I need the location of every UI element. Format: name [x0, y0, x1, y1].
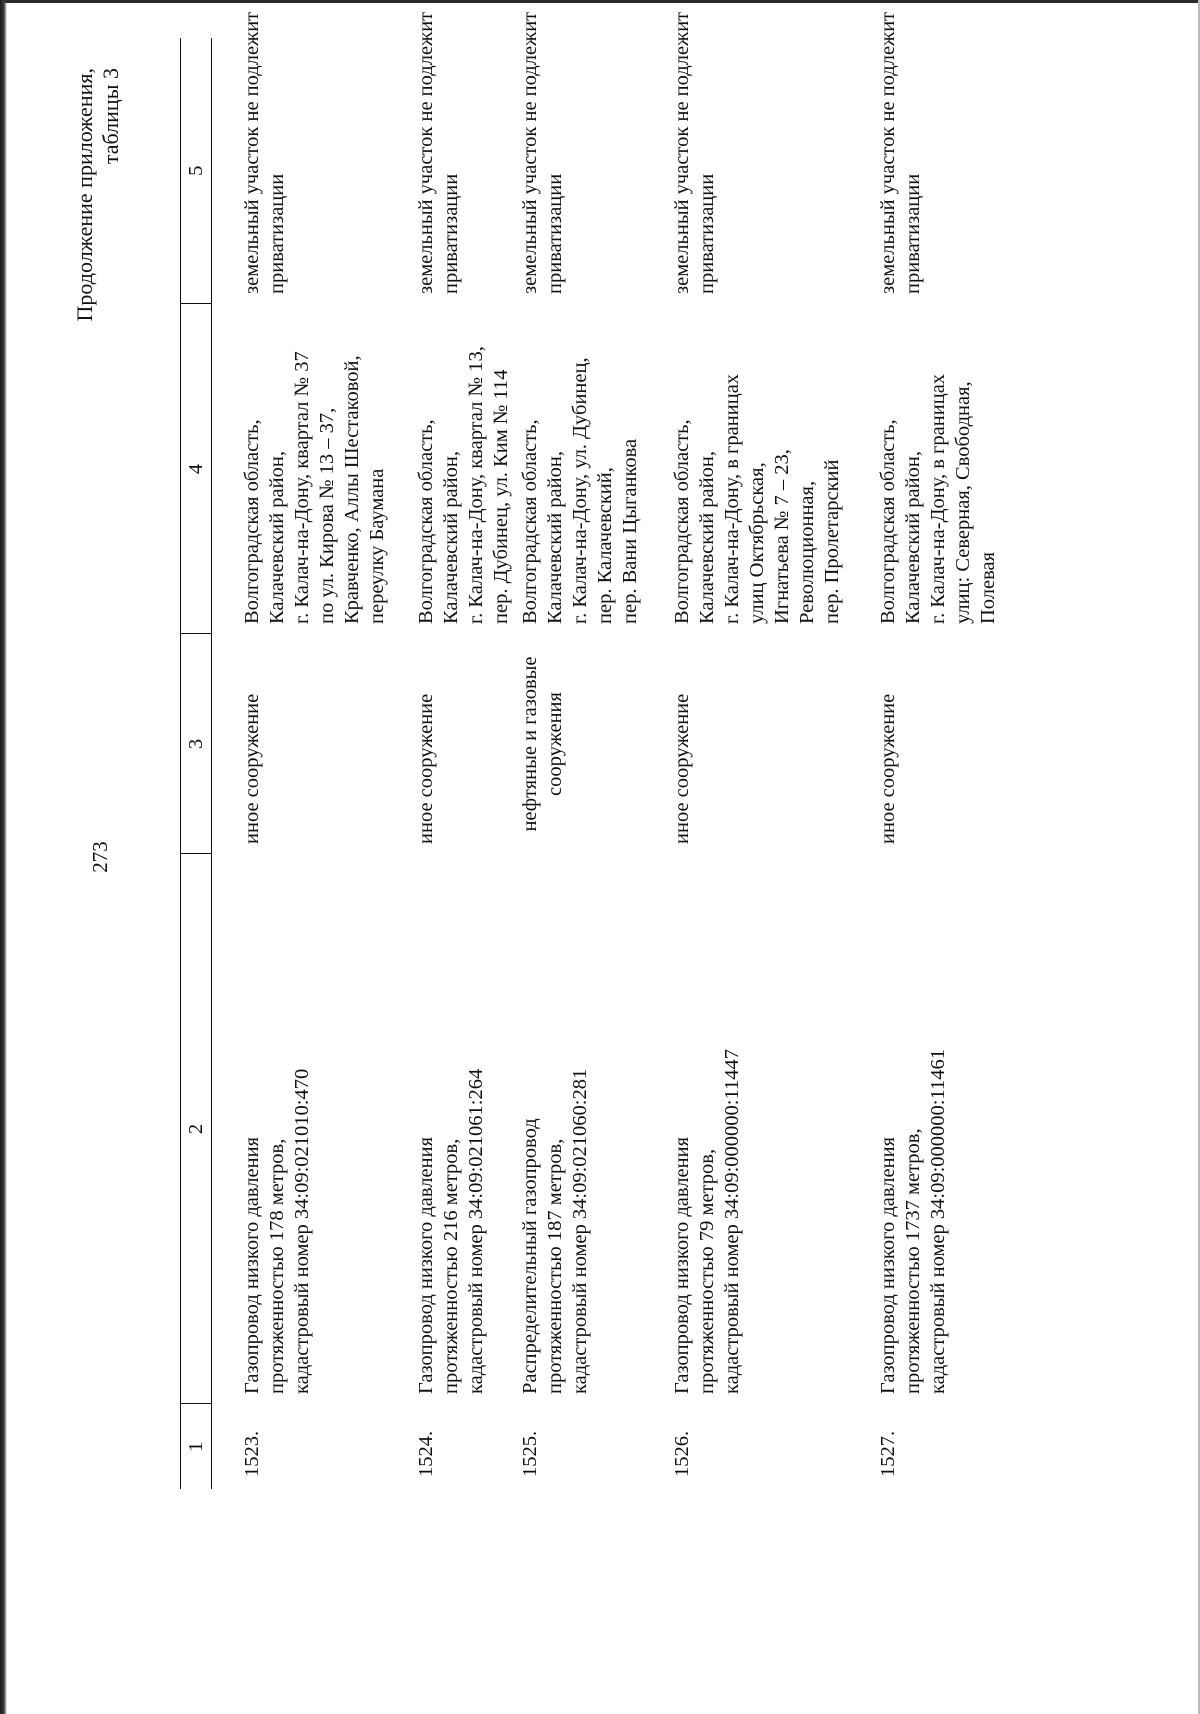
object-address-line: г. Калач-на-Дону, в границах	[927, 373, 949, 624]
table-header-row	[181, 38, 212, 1489]
object-address	[390, 304, 516, 634]
object-type-line: иное сооружение	[415, 693, 437, 844]
object-name-line: Газопровод низкого давления	[241, 1136, 263, 1394]
object-address-line: улиц Октябрьская,	[746, 462, 768, 624]
caption-line-1: Продолжение приложения,	[72, 68, 97, 322]
object-address-line: Революционная,	[796, 480, 818, 624]
object-type-line: нефтяные и газовые	[519, 656, 541, 832]
object-name-line: Газопровод низкого давления	[877, 1136, 899, 1394]
table-row	[212, 38, 391, 1489]
row-number: 1523.	[241, 1430, 263, 1477]
object-address-line: Калачевский район,	[902, 451, 924, 624]
caption-line-2: таблицы 3	[98, 68, 123, 165]
row-number: 1524.	[415, 1430, 437, 1477]
object-name-line: протяженностью 1737 метров,	[902, 1128, 924, 1394]
object-address	[668, 304, 874, 634]
object-type	[874, 634, 1001, 854]
object-name-line: Газопровод низкого давления	[671, 1136, 693, 1394]
object-address-line: Кравченко, Аллы Шестаковой,	[341, 355, 363, 624]
object-name-line: кадастровый номер 34:09:021060:281	[569, 1068, 591, 1394]
object-address-line: Игнатьева № 7 – 23,	[771, 449, 793, 624]
object-address-line: Калачевский район,	[696, 451, 718, 624]
object-address	[212, 304, 391, 634]
object-note-line: приватизации	[266, 173, 288, 294]
object-note	[212, 11, 391, 304]
object-type	[212, 634, 391, 854]
object-address-line: пер. Вани Цыганкова	[619, 438, 641, 624]
column-header-3: 3	[181, 634, 212, 854]
row-number: 1526.	[671, 1430, 693, 1477]
object-note-line: земельный участок не подлежит	[241, 11, 263, 294]
object-address-line: пер. Дубинец, ул. Ким № 114	[490, 369, 512, 624]
table-row	[390, 38, 516, 1489]
object-type	[390, 634, 516, 854]
column-header-1: 1	[181, 1404, 212, 1489]
row-number: 1527.	[877, 1430, 899, 1477]
object-address-line: г. Калач-на-Дону, в границах	[721, 373, 743, 624]
object-address-line: Волгоградская область,	[519, 419, 541, 624]
object-address-line: переулку Баумана	[366, 468, 388, 624]
object-type-line: иное сооружение	[877, 693, 899, 844]
object-note	[874, 11, 1001, 304]
object-address-line: пер. Калачевский,	[594, 467, 616, 624]
object-address-line: г. Калач-на-Дону, ул. Дубинец,	[569, 357, 591, 624]
object-address-line: пер. Пролетарский	[821, 459, 843, 624]
object-note-line: земельный участок не подлежит	[671, 11, 693, 294]
object-note-line: земельный участок не подлежит	[877, 11, 899, 294]
object-address-line: Волгоградская область,	[671, 419, 693, 624]
property-table	[180, 11, 1001, 1489]
object-address-line: Калачевский район,	[266, 451, 288, 624]
object-address-line: по ул. Кирова № 13 – 37,	[316, 407, 338, 624]
row-number: 1525.	[519, 1430, 541, 1477]
object-address-line: Калачевский район,	[544, 451, 566, 624]
object-address-line: улиц: Северная, Свободная,	[952, 381, 974, 624]
object-address-line: Волгоградская область,	[415, 419, 437, 624]
object-name-line: Газопровод низкого давления	[415, 1136, 437, 1394]
object-note	[516, 11, 668, 304]
object-address-line: Калачевский район,	[440, 451, 462, 624]
object-address-line: Волгоградская область,	[877, 419, 899, 624]
object-type-line: иное сооружение	[241, 693, 263, 844]
object-type-line: сооружения	[544, 692, 566, 796]
table-row	[874, 38, 1001, 1489]
object-name-line: протяженностью 216 метров,	[440, 1138, 462, 1394]
object-name-line: кадастровый номер 34:09:000000:11447	[721, 1049, 743, 1394]
object-note	[390, 11, 516, 304]
object-name-line: кадастровый номер 34:09:000000:11461	[927, 1049, 949, 1394]
table-caption	[72, 68, 124, 321]
object-address	[874, 304, 1001, 634]
object-name	[668, 854, 874, 1404]
object-name-line: протяженностью 79 метров,	[696, 1148, 718, 1394]
object-type	[668, 634, 874, 854]
object-name-line: кадастровый номер 34:09:021010:470	[291, 1068, 313, 1394]
object-note-line: приватизации	[440, 173, 462, 294]
object-name	[874, 854, 1001, 1404]
object-note-line: приватизации	[696, 173, 718, 294]
column-header-2: 2	[181, 854, 212, 1404]
object-name	[212, 854, 391, 1404]
object-name	[516, 854, 668, 1404]
object-name-line: Распределительный газопровод	[519, 1118, 541, 1394]
object-note-line: приватизации	[544, 173, 566, 294]
table-row	[668, 38, 874, 1489]
page-number: 273	[88, 841, 112, 873]
table-row	[516, 38, 668, 1489]
object-note	[668, 11, 874, 304]
object-address-line: г. Калач-на-Дону, квартал № 37	[291, 351, 313, 624]
object-type-line: иное сооружение	[671, 693, 693, 844]
object-note-line: земельный участок не подлежит	[519, 11, 541, 294]
object-name-line: протяженностью 178 метров,	[266, 1138, 288, 1394]
object-name-line: протяженностью 187 метров,	[544, 1138, 566, 1394]
object-address-line: г. Калач-на-Дону, квартал № 13,	[465, 346, 487, 624]
object-name	[390, 854, 516, 1404]
column-header-4: 4	[181, 304, 212, 634]
object-address-line: Полевая	[977, 551, 999, 624]
column-header-5: 5	[181, 38, 212, 304]
object-note-line: приватизации	[902, 173, 924, 294]
object-address	[516, 304, 668, 634]
object-address-line: Волгоградская область,	[241, 419, 263, 624]
object-name-line: кадастровый номер 34:09:021061:264	[465, 1068, 487, 1394]
object-type	[516, 634, 668, 854]
object-note-line: земельный участок не подлежит	[415, 11, 437, 294]
